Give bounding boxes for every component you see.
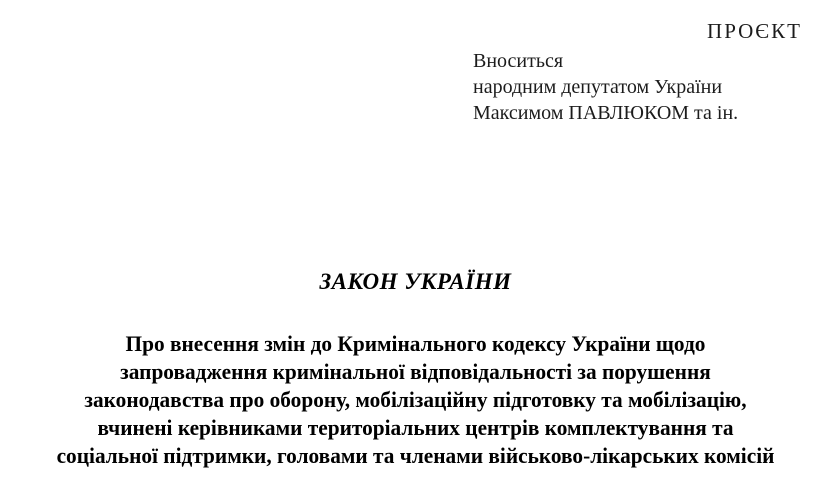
submission-line: Вноситься <box>473 50 564 72</box>
law-subtitle <box>0 330 831 470</box>
law-subtitle-line: вчинені керівниками територіальних центрів комплектування та <box>97 415 734 440</box>
submission-line: народним депутатом України <box>473 76 723 98</box>
law-title: ЗАКОН УКРАЇНИ <box>319 269 512 294</box>
submission-line: Максимом ПАВЛЮКОМ та ін. <box>473 102 739 124</box>
law-subtitle-line: запровадження кримінальної відповідальності за порушення <box>120 359 711 384</box>
submission-block <box>473 48 738 126</box>
law-subtitle-line: Про внесення змін до Кримінального кодексу України щодо <box>125 331 706 356</box>
law-subtitle-line: законодавства про оборону, мобілізаційну підготовку та мобілізацію, <box>84 387 747 412</box>
draft-label: ПРОЄКТ <box>707 19 802 43</box>
law-subtitle-line: соціальної підтримки, головами та членами військово-лікарських комісій <box>56 443 775 468</box>
